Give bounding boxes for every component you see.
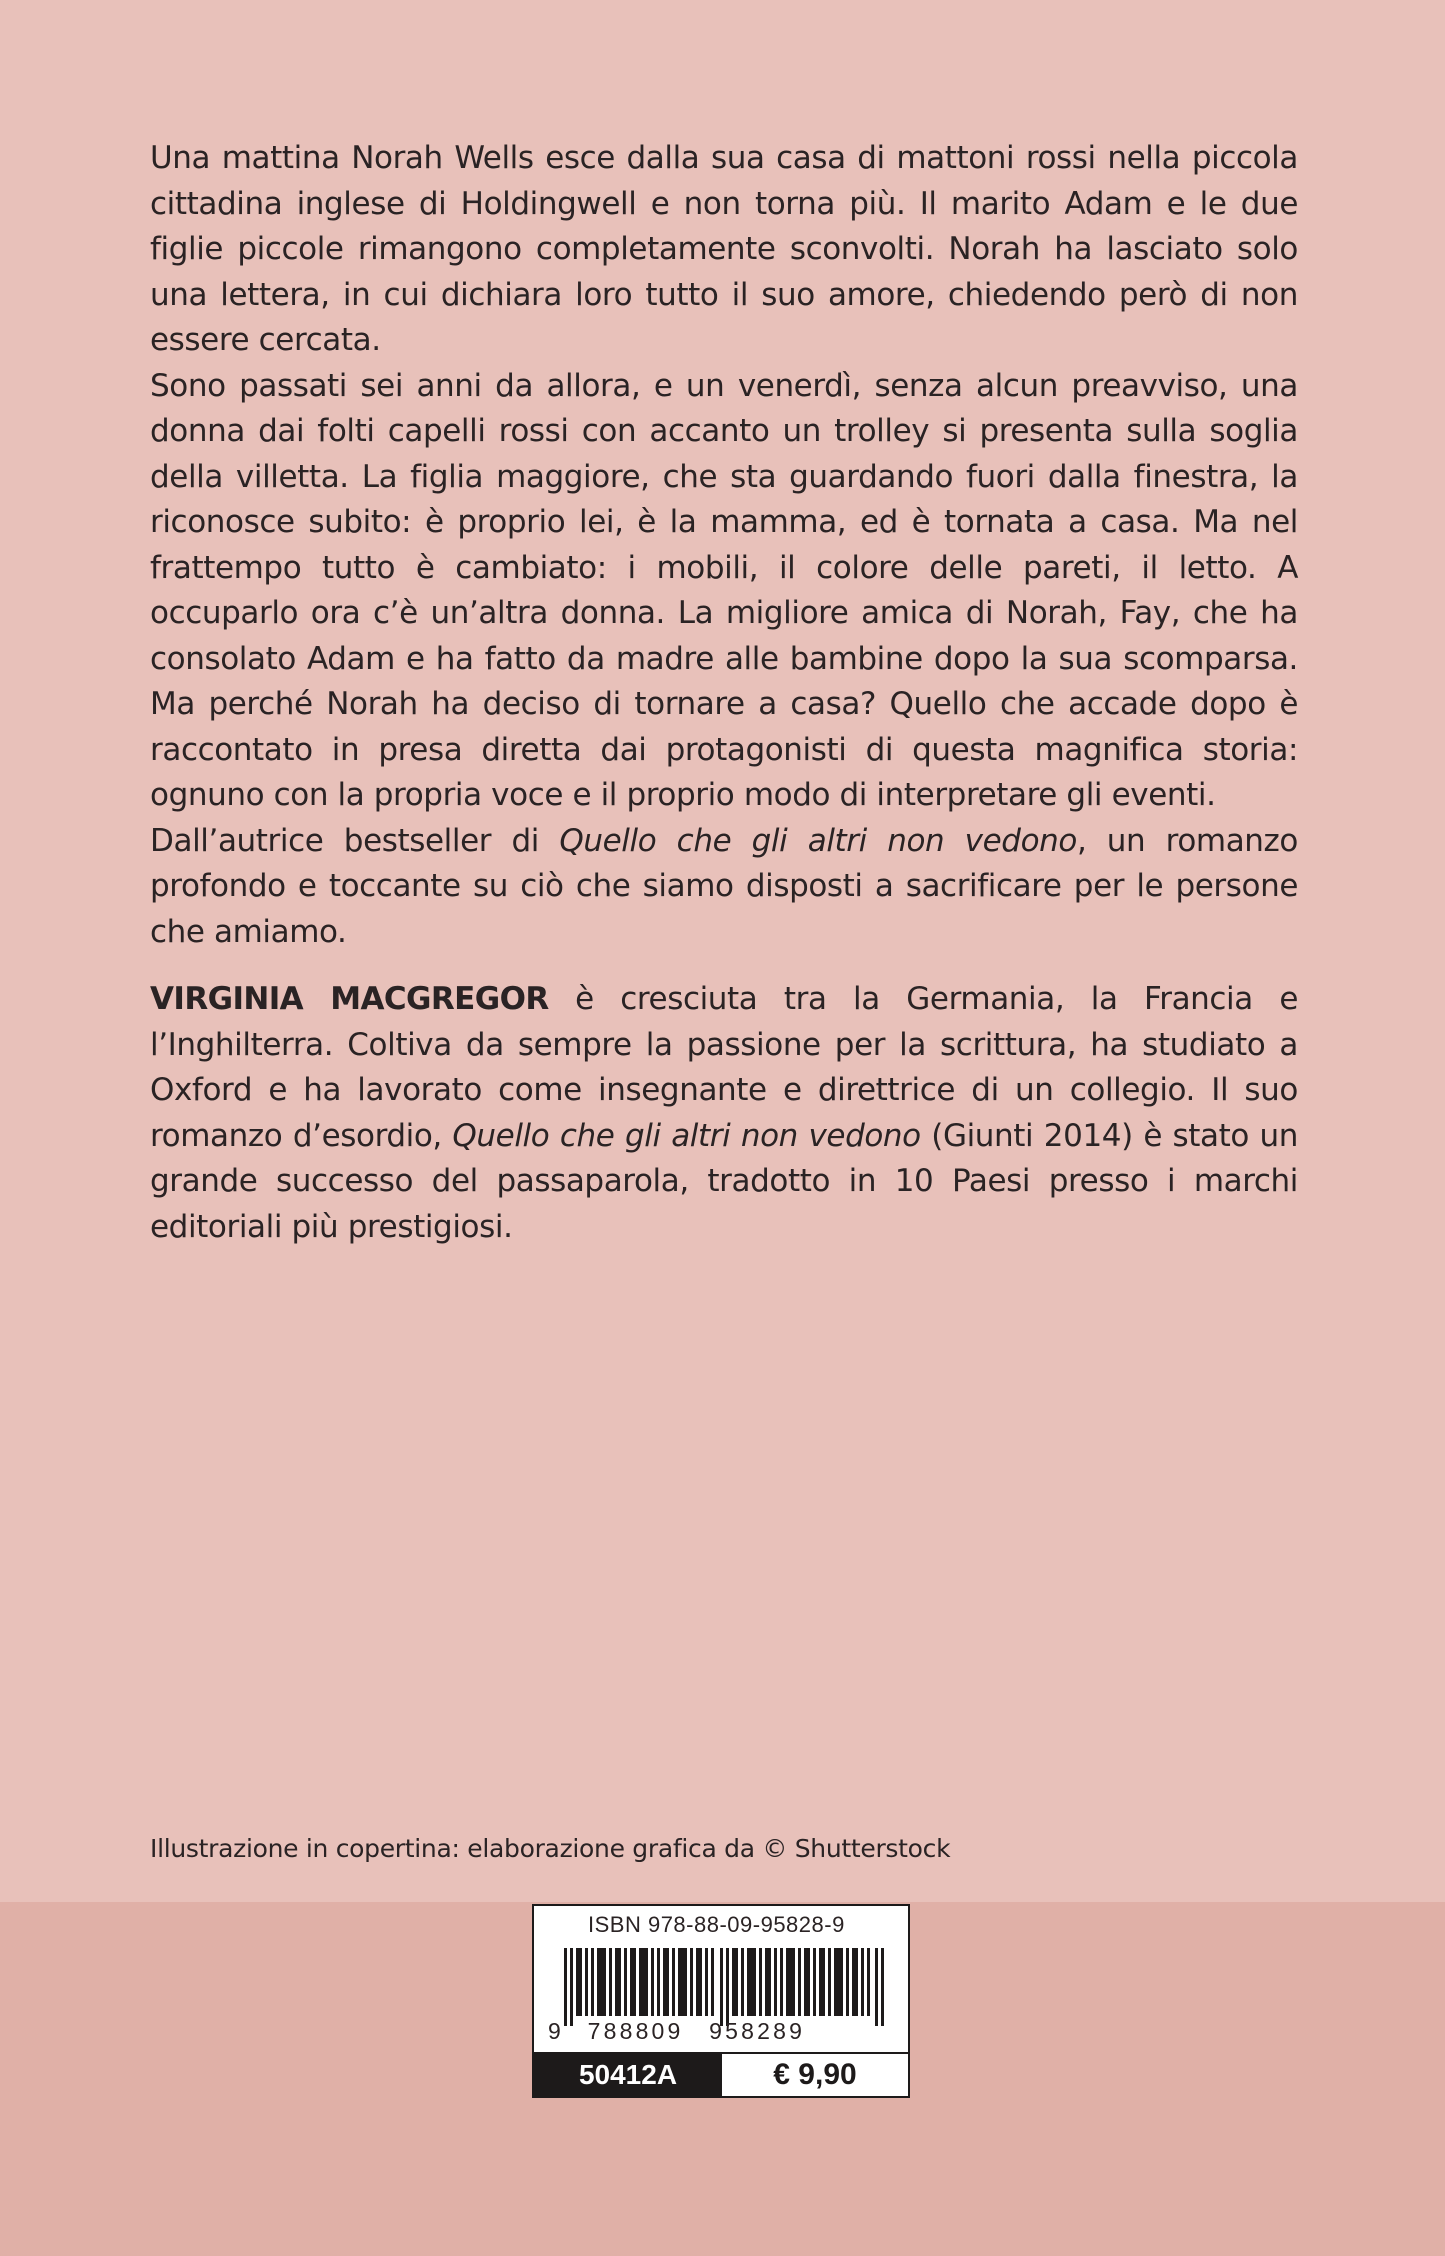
synopsis-paragraph-1: Una mattina Norah Wells esce dalla sua casa di mattoni rossi nella piccola cittadina inglese di Holdingwell e non torna più. Il marito Adam e le due figlie piccole rimangono completamente sconvolti. Norah ha lasciato solo una lettera, in cui dichiara loro tutto il suo amore, chiedendo però di non essere cercata. [150, 140, 1298, 358]
author-bio [150, 977, 1298, 1250]
book-title-reference: Quello che gli altri non vedono [559, 822, 1077, 859]
synopsis-p3-start: Dall’autrice bestseller di [150, 822, 560, 859]
code-price-row [534, 2052, 908, 2096]
synopsis [150, 136, 1298, 955]
barcode-digits-left: 788809 [587, 2018, 684, 2044]
synopsis-paragraph-3 [150, 819, 1298, 956]
barcode-digits [548, 2018, 805, 2045]
author-name: VIRGINIA MACGREGOR [150, 981, 549, 1017]
isbn-text: ISBN 978-88-09-95828-9 [588, 1912, 845, 1937]
bio-text-2: (Giunti 2014) è stato un grande successo del passaparola, tradotto in 10 Paesi presso i marchi editoriali più prestigiosi. [150, 1117, 1298, 1245]
barcode-digit-first: 9 [548, 2018, 564, 2044]
synopsis-paragraph-2: Sono passati sei anni da allora, e un venerdì, senza alcun preavviso, una donna dai folti capelli rossi con accanto un trolley si presenta sulla soglia della villetta. La figlia maggiore, che sta guardando fuori dalla finestra, la riconosce subito: è proprio lei, è la mamma, ed è tornata a casa. Ma nel frattempo tutto è cambiato: i mobili, il colore delle pareti, il letto. A occuparlo ora c’è un’altra donna. La migliore amica di Norah, Fay, che ha consolato Adam e ha fatto da madre alle bambine dopo la sua scomparsa. Ma perché Norah ha deciso di tornare a casa? Quello che accade dopo è raccontato in presa diretta dai protagonisti di questa magnifica storia: ognuno con la propria voce e il proprio modo di interpretare gli eventi. [150, 367, 1298, 813]
price: € 9,90 [773, 2058, 857, 2091]
product-code: 50412A [534, 2054, 722, 2096]
barcode-label [532, 1904, 910, 2098]
bio-text-1: è cresciuta tra la Germania, la Francia e l’Inghilterra. Coltiva da sempre la passione per la scrittura, ha studiato a Oxford e ha lavorato come insegnante e direttrice di un collegio. Il suo romanzo d’esordio, [150, 981, 1299, 1154]
bio-book-title: Quello che gli altri non vedono [452, 1117, 921, 1154]
cover-credit: Illustrazione in copertina: elaborazione grafica da © Shutterstock [150, 1834, 951, 1863]
synopsis-p3-end: , un romanzo profondo e toccante su ciò che siamo disposti a sacrificare per le persone che amiamo. [150, 822, 1298, 950]
barcode-icon [564, 1948, 884, 2026]
barcode-digits-right: 958289 [709, 2018, 806, 2044]
